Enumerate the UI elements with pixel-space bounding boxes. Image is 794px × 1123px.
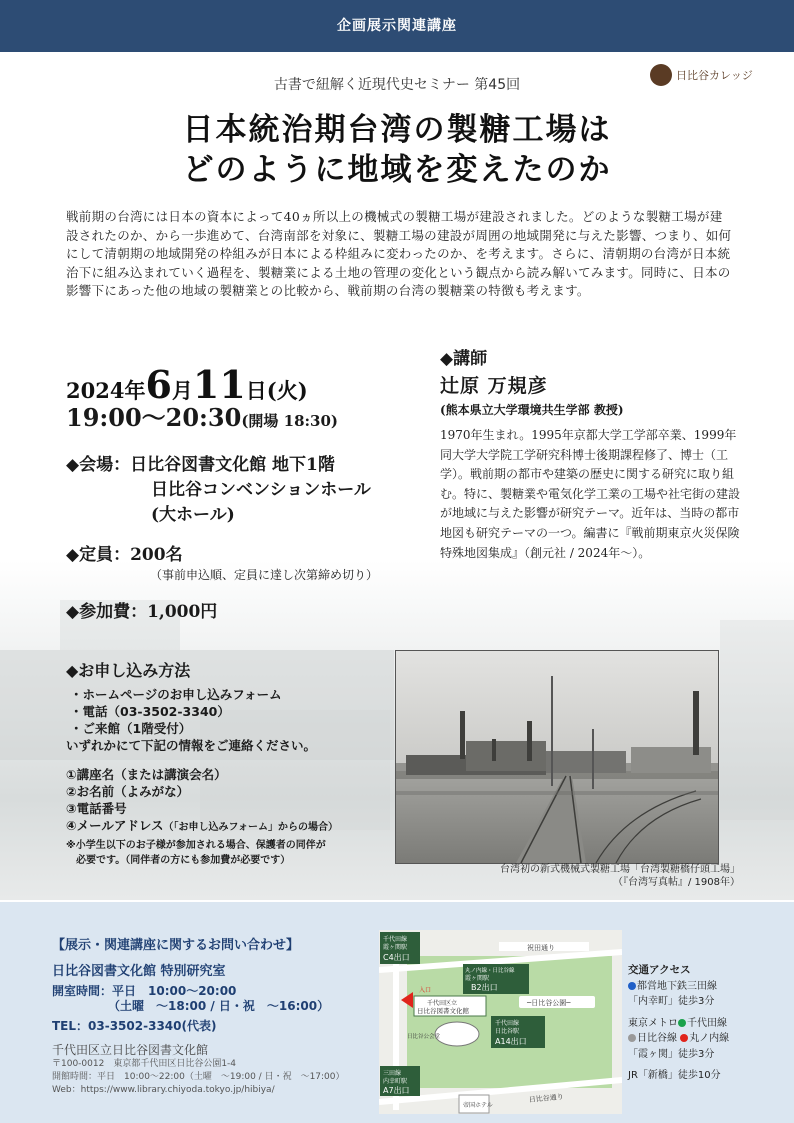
chiyoda-line-dot-icon: [678, 1019, 686, 1027]
event-time: [66, 398, 338, 433]
contact-heading: 【展示・関連講座に関するお問い合わせ】: [52, 938, 300, 953]
logo-text: 日比谷カレッジ: [676, 69, 753, 82]
map-b2-line: 丸ノ内線・日比谷線: [465, 968, 515, 974]
photo-caption-1: 台湾初の新式機械式製糖工場「台湾製糖橋仔頭工場」: [500, 864, 740, 875]
doors-open: (開場 18:30): [241, 412, 339, 430]
hibiya-line-dot-icon: [628, 1034, 636, 1042]
access-mita-walk: 「内幸町」徒歩3分: [628, 996, 715, 1007]
mita-line-dot-icon: [628, 982, 636, 990]
access-info: [628, 963, 788, 1084]
access-mita: 都営地下鉄三田線: [637, 980, 717, 992]
fee-value: 1,000円: [147, 602, 218, 622]
apply-heading: ◆お申し込み方法: [66, 661, 191, 680]
map-entrance: 入口: [419, 987, 432, 994]
hibiya-college-logo: [650, 64, 760, 88]
lecturer-bio: 1970年生まれ。1995年京都大学工学部卒業、1999年同大学大学院工学研究科博士後期課程修了、博士（工学）。戦前期の都市や建築の歴史に関する研究に取り組む。特に、製糖業や電気化学工業の工場や社宅街の建設が地域に与えた影響が研究テーマ。近年は、当時の都市地図も研究テーマの一つ。編書に『戦前期東京火災保険特殊地図集成』（創元社 / 2024年～）。: [440, 428, 741, 560]
lecturer-name: 辻原 万規彦: [440, 375, 548, 397]
lecturer-affiliation: (熊本県立大学環境共生学部 教授): [440, 403, 624, 417]
map-a7-exit: A7出口: [383, 1086, 410, 1095]
library-info: [52, 1058, 345, 1097]
contact-department: 日比谷図書文化館 特別研究室: [52, 964, 226, 979]
intro-paragraph: 戦前期の台湾には日本の資本によって40ヵ所以上の機械式の製糖工場が建設されました。どのような製糖工場が建設されたのか、から一歩進めて、台湾南部を対象に、製糖工場の建設が周囲の地域開発に与えた影響、つまり、如何にして清朝期の地域開発の枠組みが日本による枠組みに変わったのか、を考えます。さらに、清朝期の台湾が日本統治下に組み込まれていく過程を、製糖業による土地の管理の変化という観点から読み解いてみます。同時に、日本の影響下にあった他の地域の製糖業との比較から、戦前期の台湾の製糖業の特徴も考えます。: [66, 209, 732, 299]
apply-required-items: [66, 766, 338, 836]
fee-block: [66, 597, 217, 622]
map-b2-station: 霞ヶ関駅: [465, 975, 490, 982]
photo-caption: [360, 863, 740, 889]
map-park: ─日比谷公園─: [527, 999, 571, 1007]
apply-method-web: ・ホームページのお申し込みフォーム: [70, 687, 282, 702]
contact-hours-weekday: 開室時間：平日 10:00～20:00: [52, 984, 237, 998]
capacity-label: ◆定員：: [66, 545, 131, 565]
library-name: 千代田区立日比谷図書文化館: [52, 1043, 209, 1057]
factory-photo-drawing: [396, 651, 718, 863]
map-drawing: [379, 930, 622, 1114]
map-road-bottom: 日比谷通り: [528, 1092, 565, 1104]
venue-label: ◆会場：: [66, 455, 131, 475]
access-kasumigaseki-walk: 「霞ヶ関」徒歩3分: [628, 1048, 715, 1060]
map-hall: 日比谷公会堂: [407, 1034, 441, 1040]
time-range: 19:00～20:30: [66, 403, 242, 432]
apply-note-2: 必要です。（同伴者の方にも参加費が必要です）: [76, 855, 291, 866]
access-heading: 交通アクセス: [628, 964, 691, 976]
access-metro: 東京メトロ: [628, 1017, 678, 1029]
title-line-2: どのように地域を変えたのか: [182, 152, 612, 188]
contact-hours-weekend: （土曜 ～18:00 / 日・祝 ～16:00）: [108, 999, 330, 1013]
fee-label: ◆参加費：: [66, 602, 148, 622]
capacity-value: 200名: [130, 545, 183, 565]
access-hibiya: 日比谷線: [637, 1033, 677, 1044]
access-chiyoda: 千代田線: [687, 1017, 727, 1029]
logo-mark-icon: [650, 64, 672, 86]
map-a14-station: 日比谷駅: [495, 1028, 520, 1035]
map-c4-station: 霞ヶ関駅: [383, 944, 408, 951]
apply-note-1: ※小学生以下のお子様が参加される場合、保護者の同伴が: [66, 840, 326, 851]
date-year: 2024年: [66, 378, 146, 403]
map-a14-exit: A14出口: [495, 1037, 527, 1046]
apply-item-4: ④メールアドレス: [66, 818, 164, 833]
date-month-unit: 月: [171, 378, 193, 403]
map-a7-line: 三田線: [383, 1070, 402, 1077]
map-road-top: 祝田通り: [527, 944, 555, 952]
title-line-1: 日本統治期台湾の製糖工場は: [182, 112, 612, 148]
library-web[interactable]: Web：https://www.library.chiyoda.tokyo.jp/hibiya/: [52, 1085, 275, 1095]
lecturer-heading: ◆講師: [440, 349, 488, 369]
apply-methods: [66, 686, 316, 754]
date-month: 6: [145, 362, 172, 407]
date-day: 11: [192, 362, 246, 407]
venue-line-3: (大ホール): [151, 505, 235, 525]
access-jr: JR「新橋」徒歩10分: [628, 1070, 721, 1081]
map-a14-line: 千代田線: [495, 1020, 520, 1027]
access-map: [379, 930, 622, 1114]
apply-item-1: ①講座名（または講演会名）: [66, 767, 227, 782]
apply-notes: [66, 838, 326, 868]
map-hotel: 帝国ホテル: [463, 1102, 493, 1109]
factory-photo: [395, 650, 719, 864]
date-day-unit: 日: [245, 378, 267, 403]
venue-line-1: 日比谷図書文化館 地下1階: [130, 455, 335, 475]
contact-tel: TEL：03-3502-3340(代表): [52, 1019, 217, 1033]
contact-hours: [52, 984, 329, 1014]
library-open-hours: 開館時間：平日 10:00～22:00（土曜 ～19:00 / 日・祝 ～17:00）: [52, 1072, 345, 1082]
photo-caption-2: （『台湾写真帖』/ 1908年）: [613, 877, 740, 888]
access-marunouchi: 丸ノ内線: [689, 1033, 730, 1044]
map-library-2: 日比谷図書文化館: [417, 1007, 469, 1015]
capacity-note: （事前申込順、定員に達し次第締め切り）: [150, 568, 379, 582]
apply-method-phone: ・電話（03-3502-3340）: [70, 704, 230, 719]
map-c4-exit: C4出口: [383, 953, 410, 962]
series-subtitle: 古書で紐解く近現代史セミナー 第45回: [273, 77, 521, 93]
date-weekday: (火): [266, 378, 308, 403]
apply-lead: いずれかにて下記の情報をご連絡ください。: [66, 738, 317, 753]
library-address: 〒100-0012 東京都千代田区日比谷公園1-4: [52, 1059, 237, 1069]
map-c4-line: 千代田線: [383, 936, 408, 943]
apply-item-4-note: （「お申し込みフォーム」からの場合）: [163, 822, 338, 833]
top-banner: 企画展示関連講座: [0, 0, 794, 52]
map-a7-station: 内幸町駅: [383, 1078, 408, 1085]
apply-item-3: ③電話番号: [66, 801, 127, 816]
capacity-block: [66, 540, 183, 565]
marunouchi-line-dot-icon: [680, 1034, 688, 1042]
map-library-1: 千代田区立: [427, 1000, 458, 1007]
map-b2-exit: B2出口: [471, 983, 498, 992]
apply-item-2: ②お名前（よみがな）: [66, 784, 190, 799]
venue-block: [66, 450, 371, 525]
apply-method-visit: ・ご来館（1階受付）: [70, 721, 192, 736]
venue-line-2: 日比谷コンベンションホール: [151, 480, 371, 500]
